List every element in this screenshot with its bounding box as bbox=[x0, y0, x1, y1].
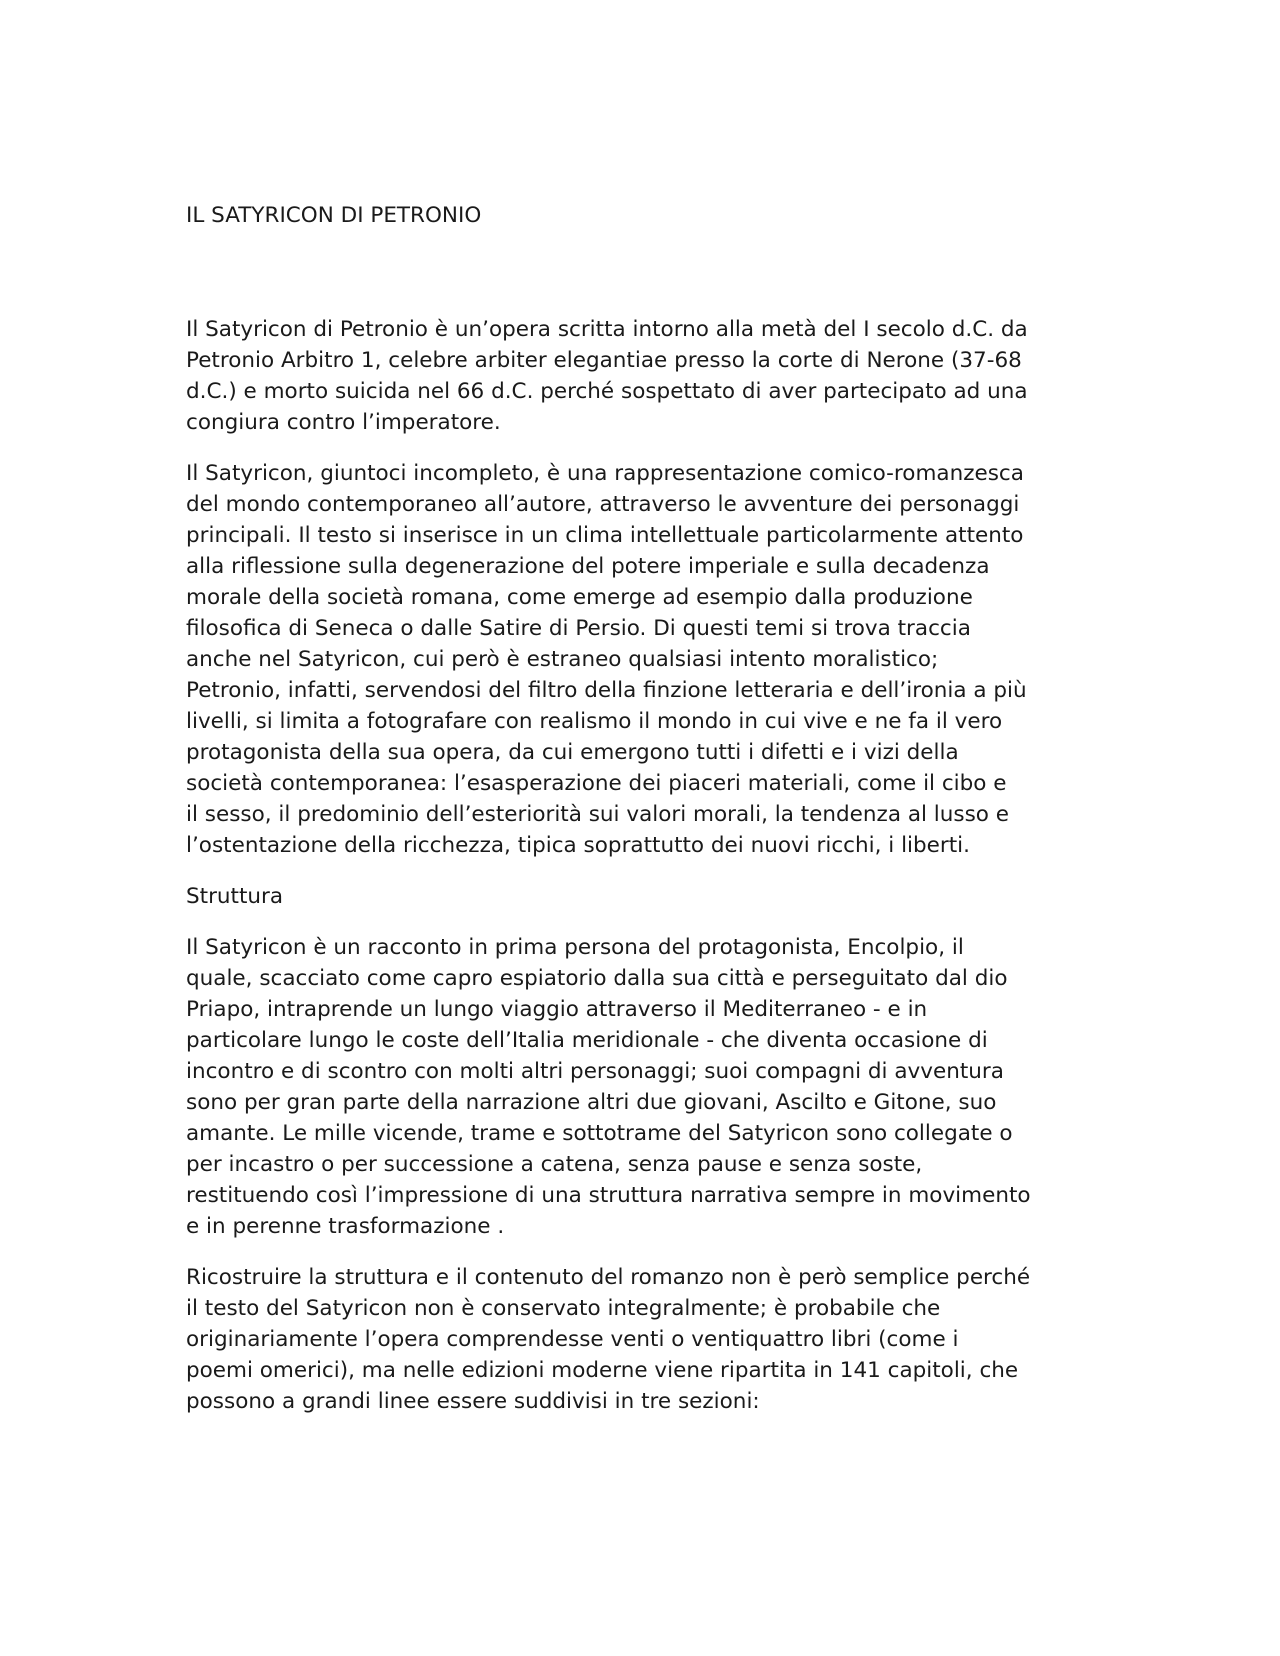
text-line: del mondo contemporaneo all’autore, attraverso le avventure dei personaggi bbox=[186, 492, 1020, 517]
document-title: IL SATYRICON DI PETRONIO bbox=[186, 203, 482, 228]
text-line: per incastro o per successione a catena, senza pause e senza soste, bbox=[186, 1152, 923, 1177]
text-line: principali. Il testo si inserisce in un clima intellettuale particolarmente attento bbox=[186, 523, 1024, 548]
text-line: anche nel Satyricon, cui però è estraneo qualsiasi intento moralistico; bbox=[186, 647, 939, 672]
text-line: morale della società romana, come emerge ad esempio dalla produzione bbox=[186, 585, 973, 610]
text-line: d.C.) e morto suicida nel 66 d.C. perché sospettato di aver partecipato ad una bbox=[186, 379, 1028, 404]
text-line: originariamente l’opera comprendesse venti o ventiquattro libri (come i bbox=[186, 1327, 959, 1352]
text-line: il sesso, il predominio dell’esteriorità sui valori morali, la tendenza al lusso e bbox=[186, 802, 1010, 827]
text-line: Il Satyricon di Petronio è un’opera scritta intorno alla metà del I secolo d.C. da bbox=[186, 317, 1028, 342]
text-line: filosofica di Seneca o dalle Satire di Persio. Di questi temi si trova traccia bbox=[186, 616, 971, 641]
text-line: incontro e di scontro con molti altri personaggi; suoi compagni di avventura bbox=[186, 1059, 1004, 1084]
text-line: protagonista della sua opera, da cui emergono tutti i difetti e i vizi della bbox=[186, 740, 959, 765]
text-line: alla riflessione sulla degenerazione del potere imperiale e sulla decadenza bbox=[186, 554, 990, 579]
text-line: e in perenne trasformazione . bbox=[186, 1214, 505, 1239]
text-line: sono per gran parte della narrazione altri due giovani, Ascilto e Gitone, suo bbox=[186, 1090, 997, 1115]
text-line: Il Satyricon è un racconto in prima persona del protagonista, Encolpio, il bbox=[186, 935, 964, 960]
paragraph-structure bbox=[186, 932, 1086, 1242]
paragraph-context bbox=[186, 458, 1086, 861]
text-line: l’ostentazione della ricchezza, tipica soprattutto dei nuovi ricchi, i liberti. bbox=[186, 833, 970, 858]
text-line: livelli, si limita a fotografare con realismo il mondo in cui vive e ne fa il vero bbox=[186, 709, 1003, 734]
text-line: il testo del Satyricon non è conservato integralmente; è probabile che bbox=[186, 1296, 941, 1321]
text-line: congiura contro l’imperatore. bbox=[186, 410, 501, 435]
text-line: Priapo, intraprende un lungo viaggio attraverso il Mediterraneo - e in bbox=[186, 997, 928, 1022]
text-line: restituendo così l’impressione di una struttura narrativa sempre in movimento bbox=[186, 1183, 1031, 1208]
text-line: particolare lungo le coste dell’Italia meridionale - che diventa occasione di bbox=[186, 1028, 988, 1053]
text-line: amante. Le mille vicende, trame e sottotrame del Satyricon sono collegate o bbox=[186, 1121, 1013, 1146]
document-body bbox=[186, 200, 1086, 1417]
paragraph-reconstruction bbox=[186, 1262, 1086, 1417]
text-line: Petronio Arbitro 1, celebre arbiter elegantiae presso la corte di Nerone (37-68 bbox=[186, 348, 1022, 373]
text-line: società contemporanea: l’esasperazione dei piaceri materiali, come il cibo e bbox=[186, 771, 1007, 796]
section-heading: Struttura bbox=[186, 884, 284, 909]
text-line: Ricostruire la struttura e il contenuto del romanzo non è però semplice perché bbox=[186, 1265, 1031, 1290]
text-line: possono a grandi linee essere suddivisi in tre sezioni: bbox=[186, 1389, 760, 1414]
text-line: poemi omerici), ma nelle edizioni moderne viene ripartita in 141 capitoli, che bbox=[186, 1358, 1019, 1383]
text-line: Il Satyricon, giuntoci incompleto, è una rappresentazione comico-romanzesca bbox=[186, 461, 1024, 486]
paragraph-intro bbox=[186, 314, 1086, 438]
text-line: quale, scacciato come capro espiatorio dalla sua città e perseguitato dal dio bbox=[186, 966, 1008, 991]
text-line: Petronio, infatti, servendosi del filtro della finzione letteraria e dell’ironia a più bbox=[186, 678, 1027, 703]
